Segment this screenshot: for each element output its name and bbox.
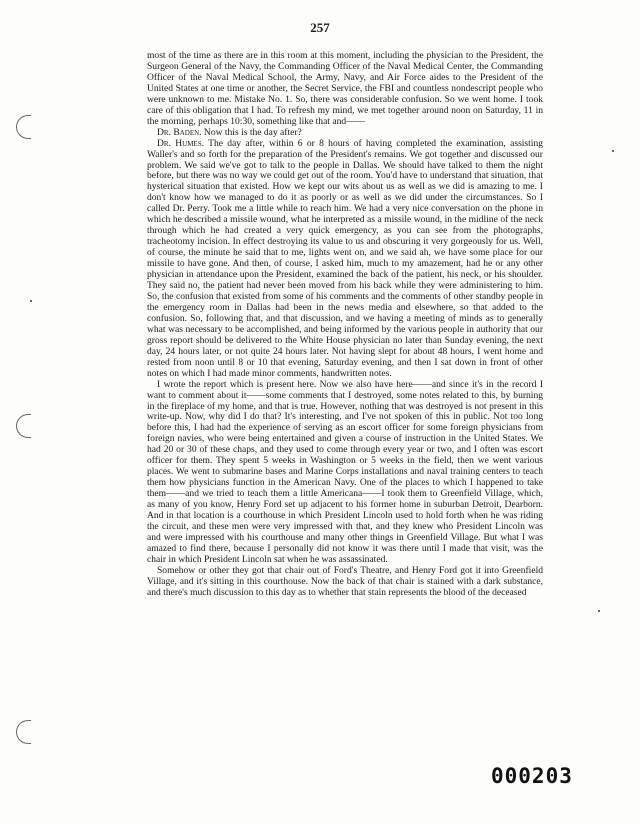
speaker-label: Dr. Baden.	[157, 126, 202, 138]
scan-speck	[612, 150, 614, 152]
scan-speck	[598, 610, 600, 612]
speech-text: The day after, within 6 or 8 hours of having completed the examination, assisting Waller's and so forth for the preparation of the President's remains. We got together and discussed our problem. We said we've got to talk to the people in Dallas. We should have talked to them the night before, but there was no way we could get out of the room. You'd have to understand that situation, that hysterical situation that existed. How we kept our wits about us as well as we did is amazing to me. I don't know how we managed to do it as poorly or as well as we did under the circumstances. So I called Dr. Perry. Took me a little while to reach him. We had a very nice conversation on the phone in which he described a missile wound, what he interpreted as a missile wound, in the midline of the neck through which he had created a very quick emergency, as you can see from the photographs, tracheotomy incision. In effect destroying its value to us and obscuring it very gorgeously for us. Well, of course, the minute he said that to me, lights went on, and we said ah, we have some place for our missile to have gone. And then, of course, I asked him, much to my amazement, had he or any other physician in attendance upon the President, examined the back of the patient, his neck, or his shoulder. They said no, the patient had never been moved from his back while they were administering to him. So, the confusion that existed from some of his comments and the comments of other standby people in the emergency room in Dallas had been in the news media and elsewhere, so that added to the confusion. So, following that, and that discussion, and we having a meeting of minds as to generally what was necessary to be accomplished, and being informed by the various people in authority that our gross report should be delivered to the White House physician no later than Sunday evening, the next day, 24 hours later, or not quite 24 hours later. Not having slept for about 48 hours, I went home and rested from noon until 8 or 10 that evening, Saturday evening, and then I sat down in front of other notes on which I had made minor comments, handwritten notes.	[147, 137, 543, 379]
bates-number: 000203	[491, 764, 573, 788]
punch-hole-bottom	[16, 720, 31, 744]
scan-speck	[30, 300, 32, 302]
paragraph-continued: most of the time as there are in this room at this moment, including the physician to the President, the Surgeon General of the Navy, the Commanding Officer of the Naval Medical Center, the Commanding Officer of the Naval Medical School, the Army, Navy, and Air Force aides to the President of the United States at one time or another, the Secret Service, the FBI and countless nondescript people who were unknown to me. Mistake No. 1. So, there was considerable confusion. So we went home. I took care of this obligation that I had. To refresh my mind, we met together around noon on Saturday, 11 in the morning, perhaps 10:30, something like that and——	[147, 50, 543, 127]
paragraph-report: I wrote the report which is present here. Now we also have here——and since it's in the record I want to comment about it——some comments that I destroyed, some notes related to this, by burning in the fireplace of my home, and that is true. However, nothing that was destroyed is not present in this write-up. Now, why did I do that? It's interesting, and I've not spoken of this in public. Not too long before this, I had had the experience of serving as an escort officer for some foreign physicians from foreign navies, who were being entertained and given a course of instruction in the United States. We had 20 or 30 of these chaps, and they used to come through every year or two, and I often was escort officer for them. They spent 5 weeks in Washington or 5 weeks in the field, then we went various places. We went to submarine bases and Marine Corps installations and naval training centers to teach them how physicians function in the American Navy. One of the places to which I happened to take them——and we tried to teach them a little Americana——I took them to Greenfield Village, which, as many of you know, Henry Ford set up adjacent to his former home in suburban Detroit, Dearborn. And in that location is a courthouse in which President Lincoln used to hold forth when he was riding the circuit, and these men were very impressed with that, and they knew who President Lincoln was and were impressed with his courthouse and many other things in Greenfield Village. But what I was amazed to find there, because I personally did not know it was there until I made that visit, was the chair in which President Lincoln sat when he was assassinated.	[147, 378, 543, 565]
speech-text: Now this is the day after?	[201, 126, 302, 138]
paragraph-humes	[147, 139, 543, 380]
transcript-text	[147, 51, 543, 599]
page-number: 257	[310, 20, 330, 35]
punch-hole-middle	[16, 414, 31, 438]
speaker-label: Dr. Humes.	[157, 137, 204, 149]
punch-hole-top	[16, 115, 31, 139]
paragraph-chair: Somehow or other they got that chair out of Ford's Theatre, and Henry Ford got it into Greenfield Village, and it's sitting in this courthouse. Now the back of that chair is stained with a dark substance, and there's much discussion to this day as to whether that stain represents the blood of the deceased	[147, 564, 543, 598]
